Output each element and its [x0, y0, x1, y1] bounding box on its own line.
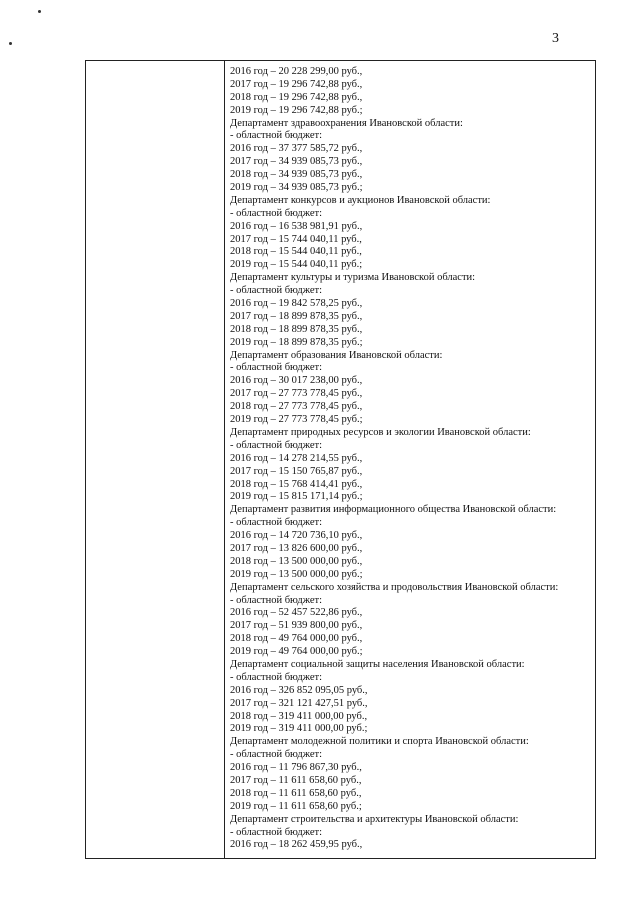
budget-line: 2017 год – 34 939 085,73 руб., [230, 156, 363, 168]
budget-line: 2016 год – 20 228 299,00 руб., [230, 66, 363, 77]
budget-line: Департамент развития информационного общества Ивановской области: [230, 504, 557, 516]
budget-line: Департамент образования Ивановской области: [230, 349, 443, 361]
budget-line: Департамент здравоохранения Ивановской области: [230, 117, 463, 129]
budget-line: 2019 год – 11 611 658,60 руб.; [230, 800, 362, 812]
budget-line: 2017 год – 321 121 427,51 руб., [230, 697, 368, 709]
budget-line: 2018 год – 34 939 085,73 руб., [230, 169, 363, 181]
budget-line: Департамент конкурсов и аукционов Ивановской области: [230, 194, 491, 206]
budget-line: 2016 год – 37 377 585,72 руб., [230, 143, 363, 155]
budget-line: Департамент строительства и архитектуры Ивановской области: [230, 813, 519, 825]
budget-line: - областной бюджет: [230, 594, 322, 606]
budget-line: 2016 год – 30 017 238,00 руб., [230, 375, 363, 387]
budget-line: Департамент культуры и туризма Ивановской области: [230, 272, 476, 284]
budget-line: 2016 год – 326 852 095,05 руб., [230, 684, 368, 696]
budget-line: - областной бюджет: [230, 207, 322, 219]
budget-line: Департамент сельского хозяйства и продовольствия Ивановской области: [230, 581, 559, 593]
budget-line: 2018 год – 15 544 040,11 руб., [230, 246, 362, 258]
budget-line: 2019 год – 27 773 778,45 руб.; [230, 414, 363, 426]
budget-line: 2019 год – 15 815 171,14 руб.; [230, 491, 363, 503]
budget-line: 2017 год – 51 939 800,00 руб., [230, 620, 363, 632]
budget-line: 2019 год – 19 296 742,88 руб.; [230, 104, 363, 116]
budget-line: 2019 год – 13 500 000,00 руб.; [230, 568, 363, 580]
page-number: 3 [552, 31, 559, 46]
budget-line: 2018 год – 49 764 000,00 руб., [230, 633, 363, 645]
budget-line: - областной бюджет: [230, 285, 322, 297]
budget-line: 2017 год – 13 826 600,00 руб., [230, 542, 363, 554]
budget-line: 2016 год – 52 457 522,86 руб., [230, 607, 363, 619]
budget-line: 2019 год – 15 544 040,11 руб.; [230, 259, 363, 271]
budget-line: 2019 год – 34 939 085,73 руб.; [230, 182, 363, 194]
budget-line: 2017 год – 18 899 878,35 руб., [230, 310, 363, 322]
budget-line: 2018 год – 18 899 878,35 руб., [230, 323, 363, 335]
budget-line: 2016 год – 14 278 214,55 руб., [230, 452, 363, 464]
budget-line: 2018 год – 15 768 414,41 руб., [230, 478, 363, 490]
budget-line: 2016 год – 19 842 578,25 руб., [230, 298, 363, 310]
budget-line: 2017 год – 11 611 658,60 руб., [230, 774, 362, 786]
budget-line: 2016 год – 11 796 867,30 руб., [230, 762, 362, 774]
budget-line: 2019 год – 18 899 878,35 руб.; [230, 336, 363, 348]
budget-line: Департамент молодежной политики и спорта Ивановской области: [230, 736, 529, 748]
budget-line: - областной бюджет: [230, 749, 322, 761]
budget-allocation-text [230, 66, 592, 852]
budget-line: - областной бюджет: [230, 826, 322, 838]
budget-line: - областной бюджет: [230, 439, 322, 451]
budget-line: - областной бюджет: [230, 130, 322, 142]
column-divider [224, 60, 225, 859]
budget-line: - областной бюджет: [230, 362, 322, 374]
budget-line: 2017 год – 19 296 742,88 руб., [230, 78, 363, 90]
budget-line: 2018 год – 13 500 000,00 руб., [230, 555, 363, 567]
budget-line: 2019 год – 49 764 000,00 руб.; [230, 646, 363, 658]
budget-line: - областной бюджет: [230, 671, 322, 683]
budget-line: 2016 год – 18 262 459,95 руб., [230, 839, 363, 851]
budget-line: 2019 год – 319 411 000,00 руб.; [230, 723, 368, 735]
budget-line: Департамент природных ресурсов и экологии Ивановской области: [230, 426, 531, 438]
budget-line: 2016 год – 16 538 981,91 руб., [230, 220, 363, 232]
budget-line: 2017 год – 15 150 765,87 руб., [230, 465, 363, 477]
budget-line: Департамент социальной защиты населения Ивановской области: [230, 658, 525, 670]
budget-line: 2016 год – 14 720 736,10 руб., [230, 530, 363, 542]
budget-line: 2018 год – 319 411 000,00 руб., [230, 710, 368, 722]
budget-line: 2017 год – 15 744 040,11 руб., [230, 233, 362, 245]
budget-line: - областной бюджет: [230, 517, 322, 529]
scan-speck [9, 42, 12, 45]
budget-line: 2018 год – 19 296 742,88 руб., [230, 91, 363, 103]
scan-speck [38, 10, 41, 13]
budget-line: 2018 год – 27 773 778,45 руб., [230, 401, 363, 413]
budget-line: 2018 год – 11 611 658,60 руб., [230, 787, 362, 799]
budget-line: 2017 год – 27 773 778,45 руб., [230, 388, 363, 400]
